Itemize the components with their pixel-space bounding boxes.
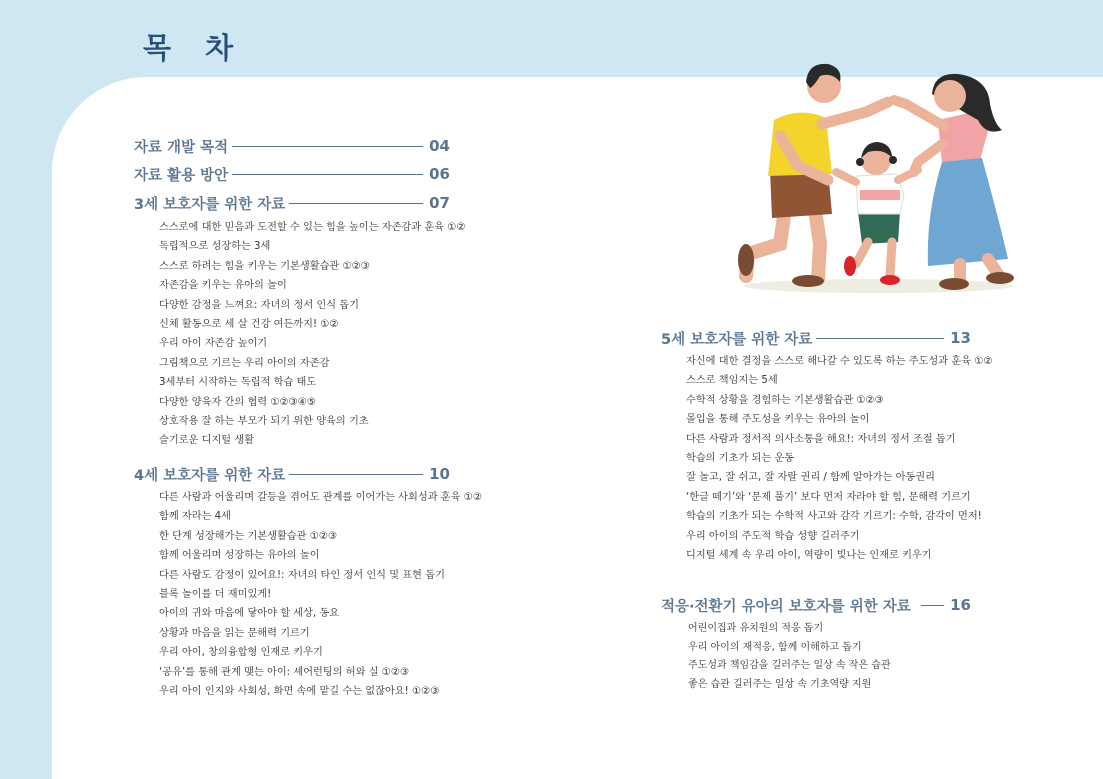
toc-item[interactable]: 수학적 상황을 경험하는 기본생활습관 ①②③ <box>686 394 884 406</box>
toc-section-transition[interactable] <box>661 595 971 615</box>
toc-item[interactable]: 우리 아이의 주도적 학습 성향 길러주기 <box>686 530 860 542</box>
page-number: 06 <box>429 165 450 183</box>
toc-item[interactable]: ‘한글 떼기’와 ‘문제 풀기’ 보다 먼저 자라야 할 힘, 문해력 기르기 <box>686 491 971 503</box>
toc-item[interactable]: 다양한 양육자 간의 협력 ①②③④⑤ <box>159 396 317 408</box>
toc-item[interactable]: 잘 놀고, 잘 쉬고, 잘 자랄 권리 / 함께 알아가는 아동권리 <box>686 472 935 484</box>
toc-item[interactable]: 우리 아이 인지와 사회성, 화면 속에 맡길 수는 없잖아요! ①②③ <box>159 685 440 697</box>
toc-item[interactable]: 디지털 세계 속 우리 아이, 역량이 빛나는 인재로 키우기 <box>686 549 932 561</box>
toc-item[interactable]: 우리 아이의 재적응, 함께 이해하고 돕기 <box>688 641 862 653</box>
toc-item[interactable]: 3세부터 시작하는 독립적 학습 태도 <box>159 377 317 389</box>
toc-item[interactable]: 독립적으로 성장하는 3세 <box>159 241 271 253</box>
toc-item[interactable]: 다양한 감정을 느껴요: 자녀의 정서 인식 돕기 <box>159 299 360 311</box>
section-title: 적응·전환기 유아의 보호자를 위한 자료 <box>661 598 911 615</box>
page-number: 04 <box>429 137 450 155</box>
toc-item[interactable]: 블록 놀이를 더 재미있게! <box>159 588 272 600</box>
toc-section-age3[interactable] <box>134 193 450 213</box>
toc-item[interactable]: 슬기로운 디지털 생활 <box>159 435 255 447</box>
transition-items <box>688 620 891 694</box>
toc-item[interactable]: 다른 사람과 정서적 의사소통을 해요!: 자녀의 정서 조절 돕기 <box>686 433 956 445</box>
toc-section-usage[interactable] <box>134 164 450 184</box>
age3-items <box>159 218 466 451</box>
toc-item[interactable]: 자존감을 키우는 유아의 놀이 <box>159 280 287 292</box>
toc-item[interactable]: 상황과 마음을 읽는 문해력 기르기 <box>159 627 310 639</box>
toc-item[interactable]: 학습의 기초가 되는 운동 <box>686 452 795 464</box>
toc-item[interactable]: 좋은 습관 길러주는 일상 속 기초역량 지원 <box>688 678 872 690</box>
toc-item[interactable]: 함께 어울리며 성장하는 유아의 놀이 <box>159 550 320 562</box>
toc-item[interactable]: 어린이집과 유치원의 적응 돕기 <box>688 623 824 634</box>
toc-item[interactable]: 학습의 기초가 되는 수학적 사고와 감각 기르기: 수학, 감각이 먼저! <box>686 511 982 523</box>
toc-item[interactable]: 신체 활동으로 세 살 건강 여든까지! ①② <box>159 318 339 330</box>
leader-line <box>816 338 944 339</box>
family-illustration <box>728 54 1018 299</box>
page-number: 07 <box>429 194 450 212</box>
toc-section-age4[interactable] <box>134 464 450 484</box>
toc-item[interactable]: 아이의 귀와 마음에 닿아야 할 세상, 동요 <box>159 608 340 620</box>
toc-item[interactable]: 상호작용 잘 하는 부모가 되기 위한 양육의 기초 <box>159 415 369 427</box>
toc-item[interactable]: 스스로에 대한 믿음과 도전할 수 있는 힘을 높이는 자존감과 훈육 ①② <box>159 222 466 233</box>
section-title: 5세 보호자를 위한 자료 <box>661 331 813 348</box>
page-number: 16 <box>950 596 971 614</box>
toc-item[interactable]: 우리 아이 자존감 높이기 <box>159 338 268 350</box>
page-number: 13 <box>950 329 971 347</box>
toc-item[interactable]: 그림책으로 기르는 우리 아이의 자존감 <box>159 357 330 369</box>
age4-items <box>159 488 482 701</box>
leader-line <box>289 203 423 204</box>
toc-item[interactable]: 함께 자라는 4세 <box>159 511 232 523</box>
toc-item[interactable]: 우리 아이, 창의융합형 인재로 키우기 <box>159 647 323 659</box>
age5-items <box>686 352 993 565</box>
section-title: 자료 개발 목적 <box>134 139 229 156</box>
page-title: 목 차 <box>143 31 246 65</box>
toc-section-purpose[interactable] <box>134 136 450 156</box>
leader-line <box>232 146 423 147</box>
toc-item[interactable]: 자신에 대한 결정을 스스로 해나갈 수 있도록 하는 주도성과 훈육 ①② <box>686 356 993 367</box>
section-title: 자료 활용 방안 <box>134 167 229 184</box>
page-number: 10 <box>429 465 450 483</box>
leader-line <box>232 174 423 175</box>
section-title: 4세 보호자를 위한 자료 <box>134 467 286 484</box>
family-dancing-image <box>728 54 1018 299</box>
toc-item[interactable]: 한 단계 성장해가는 기본생활습관 ①②③ <box>159 530 338 542</box>
toc-item[interactable]: 주도성과 책임감을 길러주는 일상 속 작은 습관 <box>688 660 891 671</box>
leader-line <box>921 605 944 606</box>
toc-item[interactable]: 스스로 책임지는 5세 <box>686 375 778 387</box>
toc-section-age5[interactable] <box>661 328 971 348</box>
toc-item[interactable]: 다른 사람도 감정이 있어요!: 자녀의 타인 정서 인식 및 표현 돕기 <box>159 569 445 581</box>
leader-line <box>289 474 423 475</box>
toc-item[interactable]: 스스로 하려는 힘을 키우는 기본생활습관 ①②③ <box>159 260 370 272</box>
toc-item[interactable]: 다른 사람과 어울리며 갈등을 겪어도 관계를 이어가는 사회성과 훈육 ①② <box>159 492 482 503</box>
toc-item[interactable]: ‘공유’를 통해 관계 맺는 아이: 셰어런팅의 허와 실 ①②③ <box>159 666 410 678</box>
toc-item[interactable]: 몰입을 통해 주도성을 키우는 유아의 놀이 <box>686 414 870 426</box>
section-title: 3세 보호자를 위한 자료 <box>134 196 286 213</box>
